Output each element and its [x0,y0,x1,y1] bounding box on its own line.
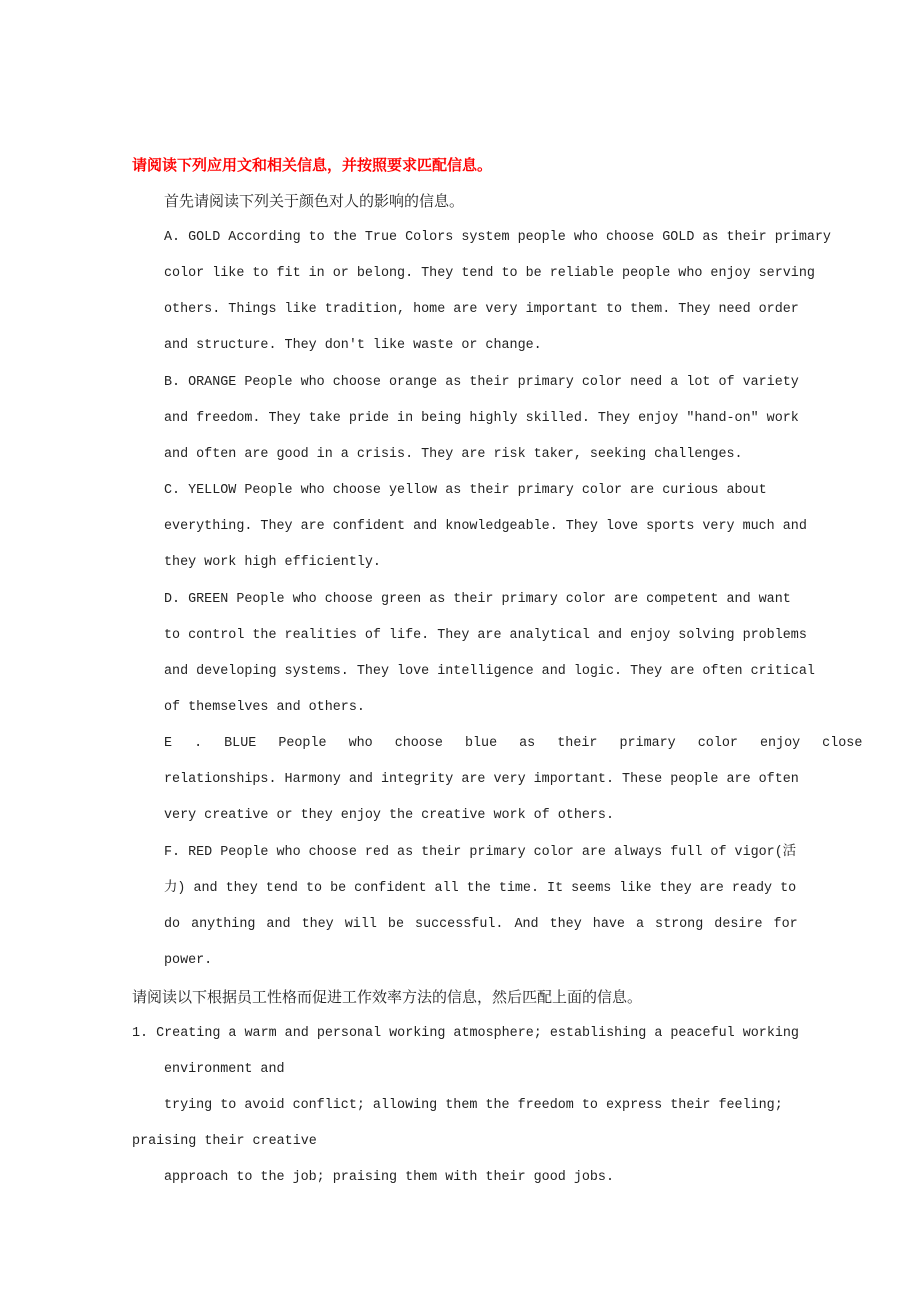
paragraph-line: color like to fit in or belong. They tend to be reliable people who enjoy serving [164,266,815,281]
paragraph-line: D. GREEN People who choose green as their primary color are competent and want [164,592,791,607]
paragraph-line: do anything and they will be successful. And they have a strong desire for [164,917,798,932]
paragraph-line: environment and [164,1062,285,1077]
paragraph-line: praising their creative [132,1134,317,1149]
paragraph-line: others. Things like tradition, home are very important to them. They need order [164,302,799,317]
paragraph-line: F. RED People who choose red as their primary color are always full of vigor(活 [164,845,797,860]
paragraph-line: they work high efficiently. [164,555,381,570]
paragraph-line: power. [164,953,213,968]
paragraph-line: everything. They are confident and knowledgeable. They love sports very much and [164,519,807,534]
paragraph-line: of themselves and others. [164,700,365,715]
section-heading: 请阅读下列应用文和相关信息，并按照要求匹配信息。 [132,156,493,174]
paragraph-line: and freedom. They take pride in being highly skilled. They enjoy "hand-on" work [164,411,799,426]
paragraph-line: and structure. They don't like waste or change. [164,338,542,353]
intro-text: 首先请阅读下列关于颜色对人的影响的信息。 [164,192,465,210]
paragraph-line: 1. Creating a warm and personal working atmosphere; establishing a peaceful working [132,1026,799,1041]
paragraph-line: approach to the job; praising them with their good jobs. [164,1170,614,1185]
paragraph-line: very creative or they enjoy the creative work of others. [164,808,614,823]
paragraph-line: 力) and they tend to be confident all the time. It seems like they are ready to [164,881,797,896]
paragraph-line: A. GOLD According to the True Colors system people who choose GOLD as their primary [164,230,831,245]
paragraph-line: E . BLUE People who choose blue as their primary color enjoy close [164,736,863,751]
paragraph-line: to control the realities of life. They are analytical and enjoy solving problems [164,628,807,643]
matching-instruction: 请阅读以下根据员工性格而促进工作效率方法的信息，然后匹配上面的信息。 [132,988,643,1006]
paragraph-line: C. YELLOW People who choose yellow as their primary color are curious about [164,483,767,498]
paragraph-line: and often are good in a crisis. They are risk taker, seeking challenges. [164,447,743,462]
paragraph-line: B. ORANGE People who choose orange as their primary color need a lot of variety [164,375,799,390]
paragraph-line: and developing systems. They love intelligence and logic. They are often critical [164,664,815,679]
paragraph-line: trying to avoid conflict; allowing them the freedom to express their feeling; [164,1098,783,1113]
paragraph-line: relationships. Harmony and integrity are very important. These people are often [164,772,799,787]
